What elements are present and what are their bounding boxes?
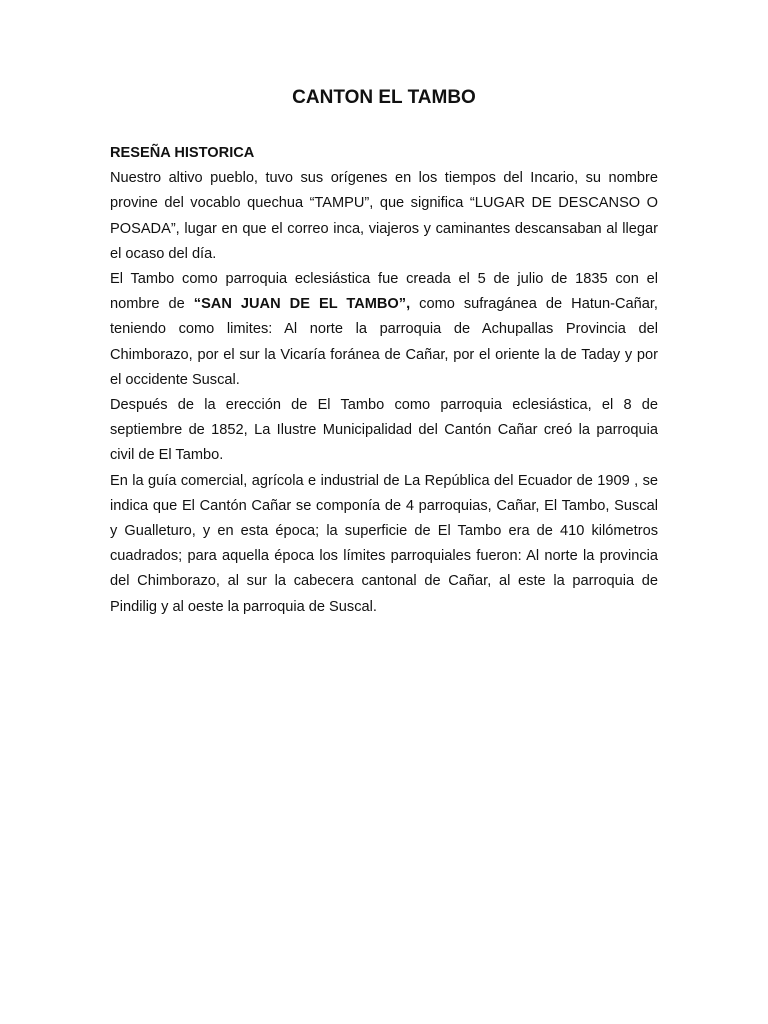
paragraph-origins: Nuestro altivo pueblo, tuvo sus orígenes en los tiempos del Incario, su nombre provine del vocablo quechua “TAMPU”, que significa “LUGAR DE DESCANSO O POSADA”, lugar en que el correo inca, viajeros y caminantes descansaban al llegar el ocaso del día. <box>110 170 658 262</box>
document-body <box>110 141 658 620</box>
paragraph-parish-creation <box>110 267 658 393</box>
paragraph-text: El Tambo como parroquia eclesiástica fue creada el 5 de julio de 1835 con el nombre de <box>110 271 658 313</box>
paragraph-civil-parish: Después de la erección de El Tambo como parroquia eclesiástica, el 8 de septiembre de 1852, La Ilustre Municipalidad del Cantón Cañar creó la parroquia civil de El Tambo. <box>110 397 658 464</box>
paragraph-commercial-guide: En la guía comercial, agrícola e industrial de La República del Ecuador de 1909 , se indica que El Cantón Cañar se componía de 4 parroquias, Cañar, El Tambo, Suscal y Gualleturo, y en esta época; la superficie de El Tambo era de 410 kilómetros cuadrados; para aquella época los límites parroquiales fueron: Al norte la provincia del Chimborazo, al sur la cabecera cantonal de Cañar, al este la parroquia de Pindilig y al oeste la parroquia de Suscal. <box>110 472 658 615</box>
paragraph-text: como sufragánea de Hatun-Cañar, teniendo como limites: Al norte la parroquia de Achupallas Provincia del Chimborazo, por el sur la Vicaría foránea de Cañar, por el oriente la de Taday y por el occidente Suscal. <box>110 296 658 388</box>
page-title: CANTON EL TAMBO <box>292 87 476 108</box>
section-heading: RESEÑA HISTORICA <box>110 145 255 161</box>
parish-name-bold: “SAN JUAN DE EL TAMBO”, <box>193 296 411 313</box>
